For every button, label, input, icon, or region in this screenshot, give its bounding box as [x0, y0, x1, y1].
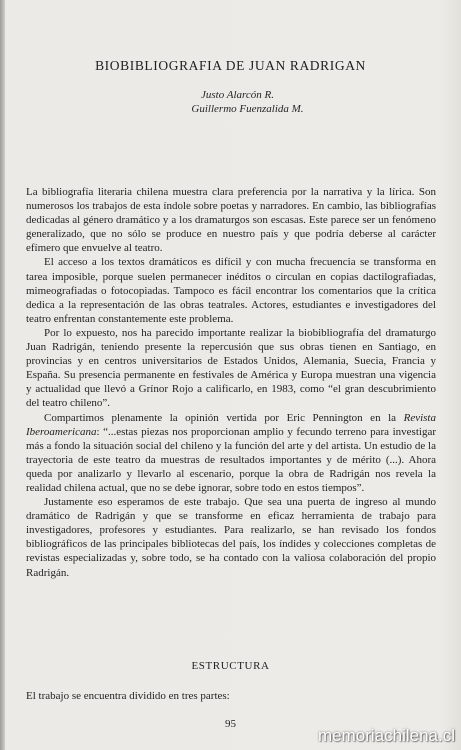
author-block: [0, 88, 461, 116]
section-heading: ESTRUCTURA: [191, 660, 270, 672]
paragraph: La bibliografía literaria chilena muestra clara preferencia por la narrativa y la lírica. Son numerosos los trabajos de esta índole sobre poetas y narradores. En cambio, las bibliografías dedicadas al género dramático y a los dramaturgos son escasas. Este parece ser un fenómeno generalizado, que no sólo se produce en nuestro país y que podría deberse al carácter efímero que envuelve al teatro.: [26, 186, 436, 255]
quote-lead: Compartimos plenamente la opinión vertida por Eric Pennington en la: [44, 411, 404, 424]
paragraph: Por lo expuesto, nos ha parecido importante realizar la biobibliografía del dramaturgo Juan Radrigán, teniendo presente la repercusión que sus obras tienen en Santiago, en provincias y en centros universitarios de Estados Unidos, Alemania, Suecia, Francia y España. Su presencia permanente en festivales de América y Europa muestran una vigencia y actualidad que llevó a Grínor Rojo a calificarlo, en 1983, como “el gran descubrimiento del teatro chileno”.: [26, 326, 436, 410]
quote-text: : “...estas piezas nos proporcionan amplio y fecundo terreno para investigar más a fondo la situación social del chileno y la función del arte y del artista. Un estudio de la trayectoria de este teatro da muestras de resultados importantes y de mérito (...). Ahora queda por analizarlo y llevarlo al escenario, porque la obra de Radrigán nos revela la realidad chilena actual, que no se debe ignorar, sobre todo en estos tiempos”.: [26, 425, 436, 494]
paragraph: El acceso a los textos dramáticos es difícil y con mucha frecuencia se transforma en tarea imposible, porque suelen permanecer inéditos o circulan en copias dactilografiadas, mimeografiadas o fotocopiadas. Tampoco es fácil encontrar los comentarios que la crítica dedica a la representación de las obras teatrales. Actores, estudiantes e investigadores del teatro enfrentan constantemente este problema.: [26, 256, 436, 325]
site-watermark: memoriachilena.cl: [318, 726, 455, 745]
section-intro: El trabajo se encuentra dividido en tres partes:: [26, 690, 230, 702]
paragraph: Justamente eso esperamos de este trabajo. Que sea una puerta de ingreso al mundo dramático de Radrigán y que se transforme en eficaz herramienta de trabajo para investigadores, profesores y estudiantes. Para realizarlo, se han revisado los fondos bibliográficos de las principales bibliotecas del país, los índides y colecciones completas de revistas especializadas y, sobre todo, se ha contado con la valiosa colaboración del propio Radrigán.: [26, 496, 436, 579]
document-title: BIOBIBLIOGRAFIA DE JUAN RADRIGAN: [95, 58, 366, 73]
journal-title: Revista Iberoamericana: [26, 411, 436, 438]
page-number: 95: [225, 718, 236, 730]
quote-paragraph: [26, 411, 436, 496]
body-text: [26, 185, 436, 580]
author-name: Justo Alarcón R.: [200, 89, 275, 101]
author-name: Guillermo Fuenzalida M.: [191, 103, 304, 115]
